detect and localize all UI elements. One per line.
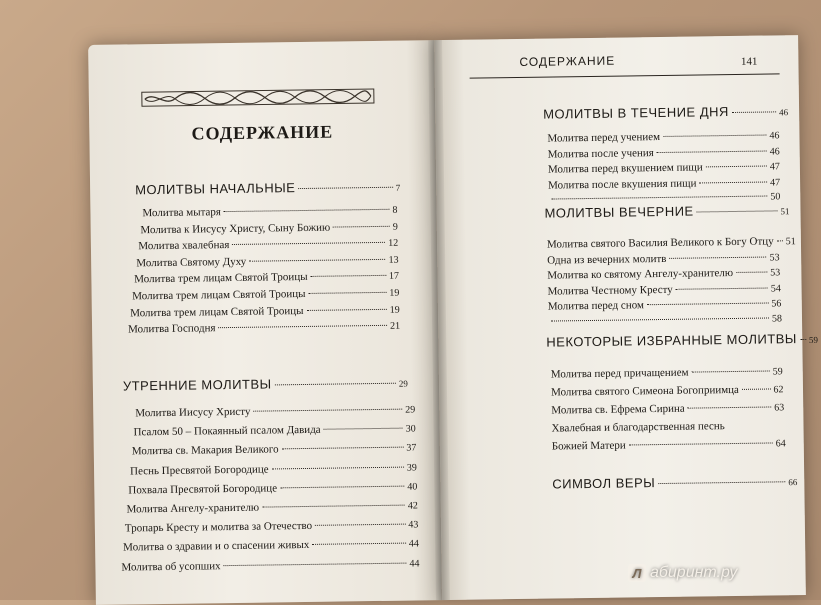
toc-page-number: 59 (772, 366, 783, 378)
dot-leader (311, 275, 386, 277)
dot-leader (697, 210, 778, 212)
toc-entry (130, 461, 417, 477)
dot-leader (308, 292, 386, 294)
dot-leader (315, 524, 405, 526)
toc-entry (121, 557, 419, 573)
toc-entry (127, 499, 418, 515)
toc-section-heading (123, 375, 408, 394)
svg-text:Л: Л (632, 566, 642, 581)
toc-page-number: 59 (808, 334, 818, 345)
toc-page-number: 47 (769, 161, 780, 173)
toc-page-number: 66 (788, 477, 798, 488)
toc-entry (142, 204, 397, 220)
dot-leader (551, 318, 769, 322)
toc-page-number: 50 (770, 191, 781, 203)
toc-entry (548, 298, 782, 313)
dot-leader (658, 481, 785, 484)
dot-leader (732, 111, 776, 113)
toc-page-number: 40 (407, 481, 418, 493)
toc-entry (547, 129, 779, 144)
toc-page-number: 46 (769, 145, 780, 158)
page-number: 141 (740, 55, 758, 68)
toc-page-number: 63 (774, 402, 785, 414)
toc-label: Молитва после учения (547, 146, 654, 161)
toc-entry (551, 419, 785, 434)
toc-page-number: 21 (390, 320, 401, 332)
toc-page-number: 47 (770, 177, 781, 189)
toc-label: Молитва Иисусу Христу (135, 405, 251, 420)
toc-label: Молитва святого Василия Великого к Богу Отцу (546, 235, 774, 251)
dot-leader (629, 442, 773, 445)
toc-entry (125, 519, 419, 535)
dot-leader (253, 409, 402, 412)
open-book (88, 35, 818, 605)
toc-section-heading (135, 179, 400, 198)
toc-label: НЕКОТОРЫЕ ИЗБРАННЫЕ МОЛИТВЫ (546, 331, 797, 350)
decorative-border-ornament (141, 88, 375, 107)
dot-leader (275, 383, 396, 386)
toc-page-number: 46 (769, 130, 780, 142)
toc-entry (138, 237, 398, 253)
toc-page-number: 58 (771, 313, 783, 325)
toc-page-number: 29 (405, 404, 416, 416)
page-title: СОДЕРЖАНИЕ (191, 121, 334, 144)
toc-label: Молитва об усопших (121, 559, 221, 574)
running-header-title: СОДЕРЖАНИЕ (519, 53, 616, 69)
toc-label: МОЛИТВЫ ВЕЧЕРНИЕ (544, 203, 694, 221)
dot-leader (647, 303, 768, 306)
dot-leader (218, 325, 387, 328)
toc-label: МОЛИТВЫ НАЧАЛЬНЫЕ (135, 180, 296, 198)
toc-label: Хвалебная и благодарственная песнь (551, 420, 725, 435)
toc-page-number: 54 (770, 283, 781, 295)
toc-entry (132, 287, 399, 303)
dot-leader (742, 388, 771, 389)
toc-label: Молитва Ангелу-хранителю (126, 501, 260, 516)
toc-entry (548, 161, 780, 176)
toc-page-number: 29 (398, 378, 408, 389)
toc-page-number: 43 (408, 519, 419, 531)
toc-entry (548, 176, 780, 191)
toc-label: Молитва трем лицам Святой Троицы (134, 271, 308, 286)
toc-entry (123, 538, 419, 554)
dot-leader (551, 196, 767, 200)
right-page (434, 35, 818, 600)
toc-label: Молитва мытаря (142, 206, 222, 220)
toc-label: Молитва о здравии и о спасении живых (123, 539, 310, 554)
dot-leader (333, 225, 390, 227)
dot-leader (663, 135, 766, 137)
toc-page-number: 19 (389, 287, 400, 299)
toc-page-number: 44 (408, 538, 419, 550)
toc-label: Тропарь Кресту и молитва за Отечество (124, 520, 313, 535)
dot-leader (691, 370, 769, 372)
toc-entry (548, 313, 782, 327)
toc-page-number: 37 (406, 442, 417, 454)
toc-page-number: 39 (406, 462, 417, 474)
toc-entry (548, 282, 781, 297)
toc-page-number: 12 (388, 237, 399, 250)
running-header (469, 51, 779, 78)
toc-entry (128, 480, 417, 496)
toc-label: Молитва трем лицам Святой Троицы (130, 304, 304, 320)
toc-label: Божией Матери (551, 439, 626, 453)
dot-leader (800, 339, 806, 340)
toc-page-number: 46 (779, 107, 789, 118)
toc-label: Молитва Святому Духу (136, 255, 247, 270)
toc-section-heading (544, 202, 789, 220)
toc-entry (551, 383, 784, 398)
toc-entry (548, 145, 780, 160)
toc-page-number: 30 (405, 423, 416, 435)
toc-page-number: 53 (769, 251, 780, 264)
toc-page-number: 64 (775, 438, 786, 450)
toc-page-number: 51 (785, 236, 796, 248)
toc-label: Молитва св. Ефрема Сирина (551, 402, 685, 417)
toc-label: Молитва Господня (128, 322, 216, 336)
dot-leader (312, 543, 406, 545)
toc-label: Молитва святого Симеона Богоприимца (550, 383, 739, 399)
toc-entry (130, 303, 400, 319)
dot-leader (298, 187, 392, 189)
toc-entry (135, 403, 415, 419)
toc-label: Молитва перед сном (547, 299, 645, 313)
toc-entry (546, 235, 796, 251)
dot-leader (688, 406, 772, 408)
toc-entry (547, 267, 780, 282)
toc-entry (140, 220, 398, 236)
toc-entry (551, 401, 784, 416)
dot-leader (324, 428, 403, 430)
toc-page-number: 8 (392, 204, 398, 216)
toc-label: Псалом 50 – Покаянный псалом Давида (133, 423, 321, 439)
toc-label: Песнь Пресвятой Богородице (129, 463, 269, 478)
toc-page-number: 19 (389, 304, 400, 316)
toc-entry (552, 437, 786, 452)
toc-label: Похвала Пресвятой Богородице (128, 482, 278, 497)
dot-leader (706, 166, 767, 168)
dot-leader (657, 150, 767, 153)
toc-page-number: 13 (388, 254, 399, 266)
toc-page-number: 56 (771, 298, 782, 310)
toc-label: УТРЕННИЕ МОЛИТВЫ (122, 376, 272, 394)
toc-page-number: 17 (388, 271, 400, 283)
toc-label: Молитва св. Макария Великого (131, 443, 279, 458)
dot-leader (224, 562, 407, 566)
toc-label: Молитва перед вкушением пищи (547, 161, 703, 176)
toc-label: Молитва ко святому Ангелу-хранителю (547, 267, 734, 282)
toc-label: МОЛИТВЫ В ТЕЧЕНИЕ ДНЯ (543, 104, 729, 122)
dot-leader (282, 447, 404, 450)
dot-leader (249, 259, 385, 262)
toc-label: Молитва перед учением (547, 131, 661, 145)
toc-label: Одна из вечерних молитв (547, 252, 667, 267)
dot-leader (272, 466, 404, 469)
toc-label: Молитва Честному Кресту (547, 283, 673, 298)
toc-label: Молитва трем лицам Святой Троицы (132, 287, 306, 303)
toc-label: Молитва после вкушения пищи (548, 177, 697, 192)
toc-entry (136, 253, 398, 269)
toc-page-number: 42 (407, 500, 418, 512)
toc-page-number: 44 (409, 558, 420, 570)
watermark-text: абиринт.ру (650, 564, 738, 581)
toc-section-heading (543, 103, 788, 121)
toc-entry (132, 442, 417, 458)
toc-page-number: 53 (770, 267, 781, 279)
dot-leader (777, 240, 783, 241)
toc-entry (133, 423, 415, 439)
toc-page-number: 62 (773, 384, 784, 396)
dot-leader (676, 287, 768, 289)
dot-leader (224, 209, 390, 212)
dot-leader (736, 272, 767, 273)
toc-entry (551, 365, 783, 380)
toc-label: Молитва перед причащением (550, 366, 689, 381)
toc-label: Молитва к Иисусу Христу, Сыну Божию (140, 221, 331, 236)
dot-leader (306, 308, 386, 310)
dot-leader (669, 256, 766, 258)
dot-leader (699, 181, 767, 183)
toc-entry (547, 251, 780, 266)
toc-page-number: 9 (392, 221, 398, 233)
toc-page-number: 7 (395, 182, 401, 193)
toc-page-number: 51 (780, 206, 790, 217)
dot-leader (262, 505, 405, 508)
dot-leader (232, 242, 385, 245)
labirint-logo-icon (628, 564, 646, 582)
dot-leader (280, 485, 404, 488)
left-page (88, 40, 442, 605)
toc-entry (134, 270, 399, 286)
watermark (628, 564, 737, 582)
toc-section-heading (552, 473, 797, 491)
toc-label: СИМВОЛ ВЕРЫ (552, 475, 656, 492)
toc-label: Молитва хвалебная (138, 239, 230, 253)
toc-section-heading (546, 331, 818, 350)
toc-entry (128, 320, 400, 336)
